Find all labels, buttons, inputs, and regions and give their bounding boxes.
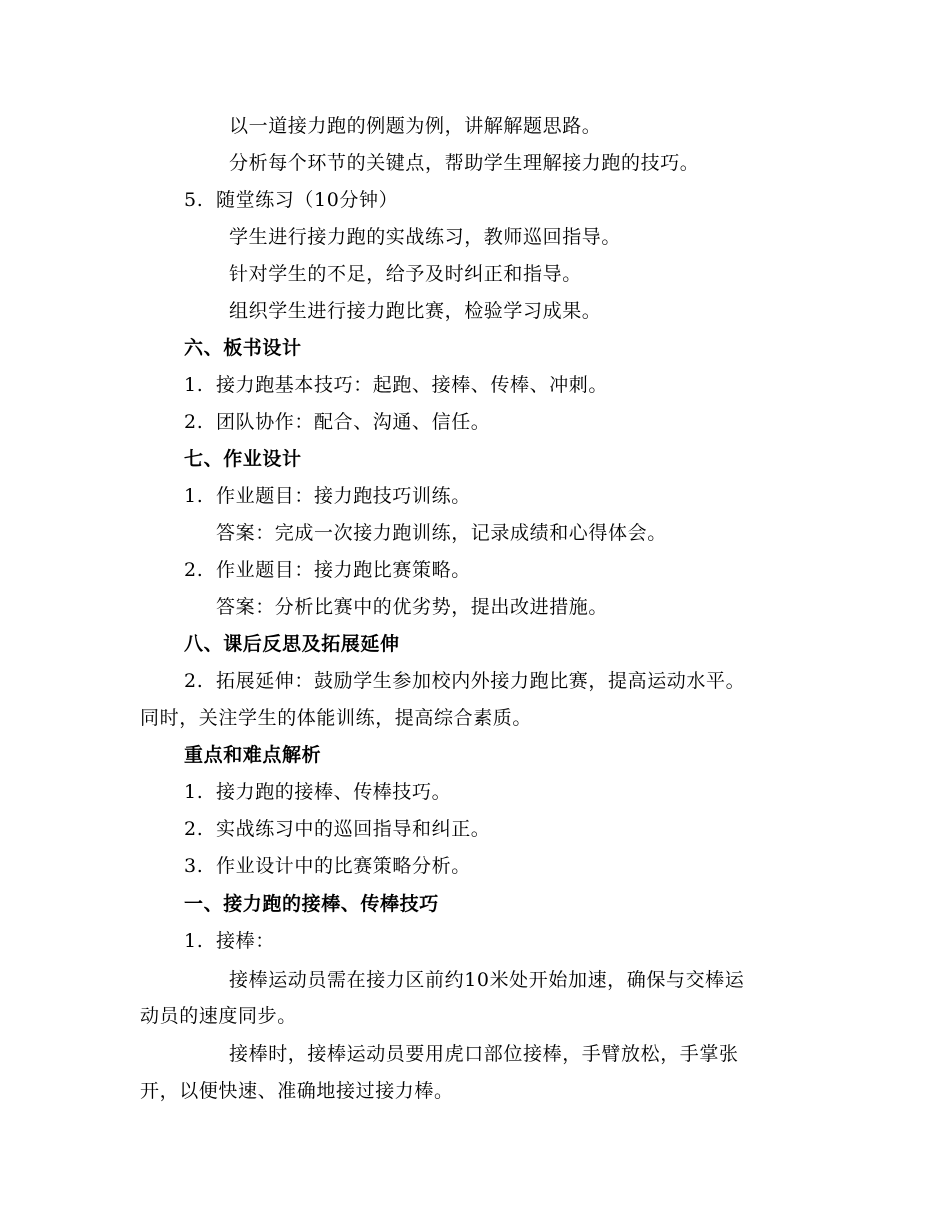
step-5-paragraph-2: 针对学生的不足，给予及时纠正和指导。: [229, 263, 582, 285]
list-number: 2.: [184, 670, 204, 692]
list-text: 团队协作：配合、沟通、信任。: [216, 411, 491, 433]
list-item: [184, 928, 275, 954]
list-number: 3.: [184, 855, 204, 877]
list-item: [184, 853, 471, 879]
list-number: 1.: [184, 781, 204, 803]
method-paragraph-1: 以一道接力跑的例题为例，讲解解题思路。: [229, 115, 602, 137]
list-text: 接力跑的接棒、传棒技巧。: [216, 781, 452, 803]
paragraph: 接棒时，接棒运动员要用虎口部位接棒，手臂放松，手掌张: [229, 1043, 739, 1065]
paragraph-continuation: 同时，关注学生的体能训练，提高综合素质。: [140, 707, 533, 729]
list-text: 随堂练习（10分钟）: [216, 189, 399, 211]
list-number: 2.: [184, 818, 204, 840]
list-text: 拓展延伸：鼓励学生参加校内外接力跑比赛，提高运动水平。: [216, 670, 746, 692]
answer-text: 答案：完成一次接力跑训练，记录成绩和心得体会。: [216, 522, 667, 544]
list-item: [184, 668, 745, 694]
list-item: [184, 816, 490, 842]
list-item: [184, 483, 471, 509]
list-number: 5.: [184, 189, 204, 211]
answer-text: 答案：分析比赛中的优劣势，提出改进措施。: [216, 596, 609, 618]
list-number: 1.: [184, 485, 204, 507]
list-item: [184, 372, 608, 398]
section-6-heading: 六、板书设计: [184, 337, 302, 359]
list-text: 接棒：: [216, 930, 275, 952]
list-number: 2.: [184, 559, 204, 581]
key-points-heading: 重点和难点解析: [184, 744, 322, 766]
method-paragraph-2: 分析每个环节的关键点，帮助学生理解接力跑的技巧。: [229, 152, 700, 174]
step-5-paragraph-3: 组织学生进行接力跑比赛，检验学习成果。: [229, 300, 602, 322]
paragraph: 接棒运动员需在接力区前约10米处开始加速，确保与交棒运: [229, 969, 745, 991]
list-number: 2.: [184, 411, 204, 433]
subsection-1-heading: 一、接力跑的接棒、传棒技巧: [184, 893, 439, 915]
step-5-title: [184, 187, 398, 213]
paragraph-continuation: 动员的速度同步。: [140, 1005, 297, 1027]
section-8-heading: 八、课后反思及拓展延伸: [184, 633, 400, 655]
paragraph-continuation: 开，以便快速、准确地接过接力棒。: [140, 1080, 454, 1102]
step-5-paragraph-1: 学生进行接力跑的实战练习，教师巡回指导。: [229, 226, 622, 248]
list-text: 作业设计中的比赛策略分析。: [216, 855, 471, 877]
list-item: [184, 409, 490, 435]
list-text: 接力跑基本技巧：起跑、接棒、传棒、冲刺。: [216, 374, 609, 396]
list-text: 作业题目：接力跑技巧训练。: [216, 485, 471, 507]
list-number: 1.: [184, 374, 204, 396]
section-7-heading: 七、作业设计: [184, 448, 302, 470]
list-text: 实战练习中的巡回指导和纠正。: [216, 818, 491, 840]
list-item: [184, 557, 471, 583]
list-item: [184, 779, 451, 805]
list-text: 作业题目：接力跑比赛策略。: [216, 559, 471, 581]
list-number: 1.: [184, 930, 204, 952]
